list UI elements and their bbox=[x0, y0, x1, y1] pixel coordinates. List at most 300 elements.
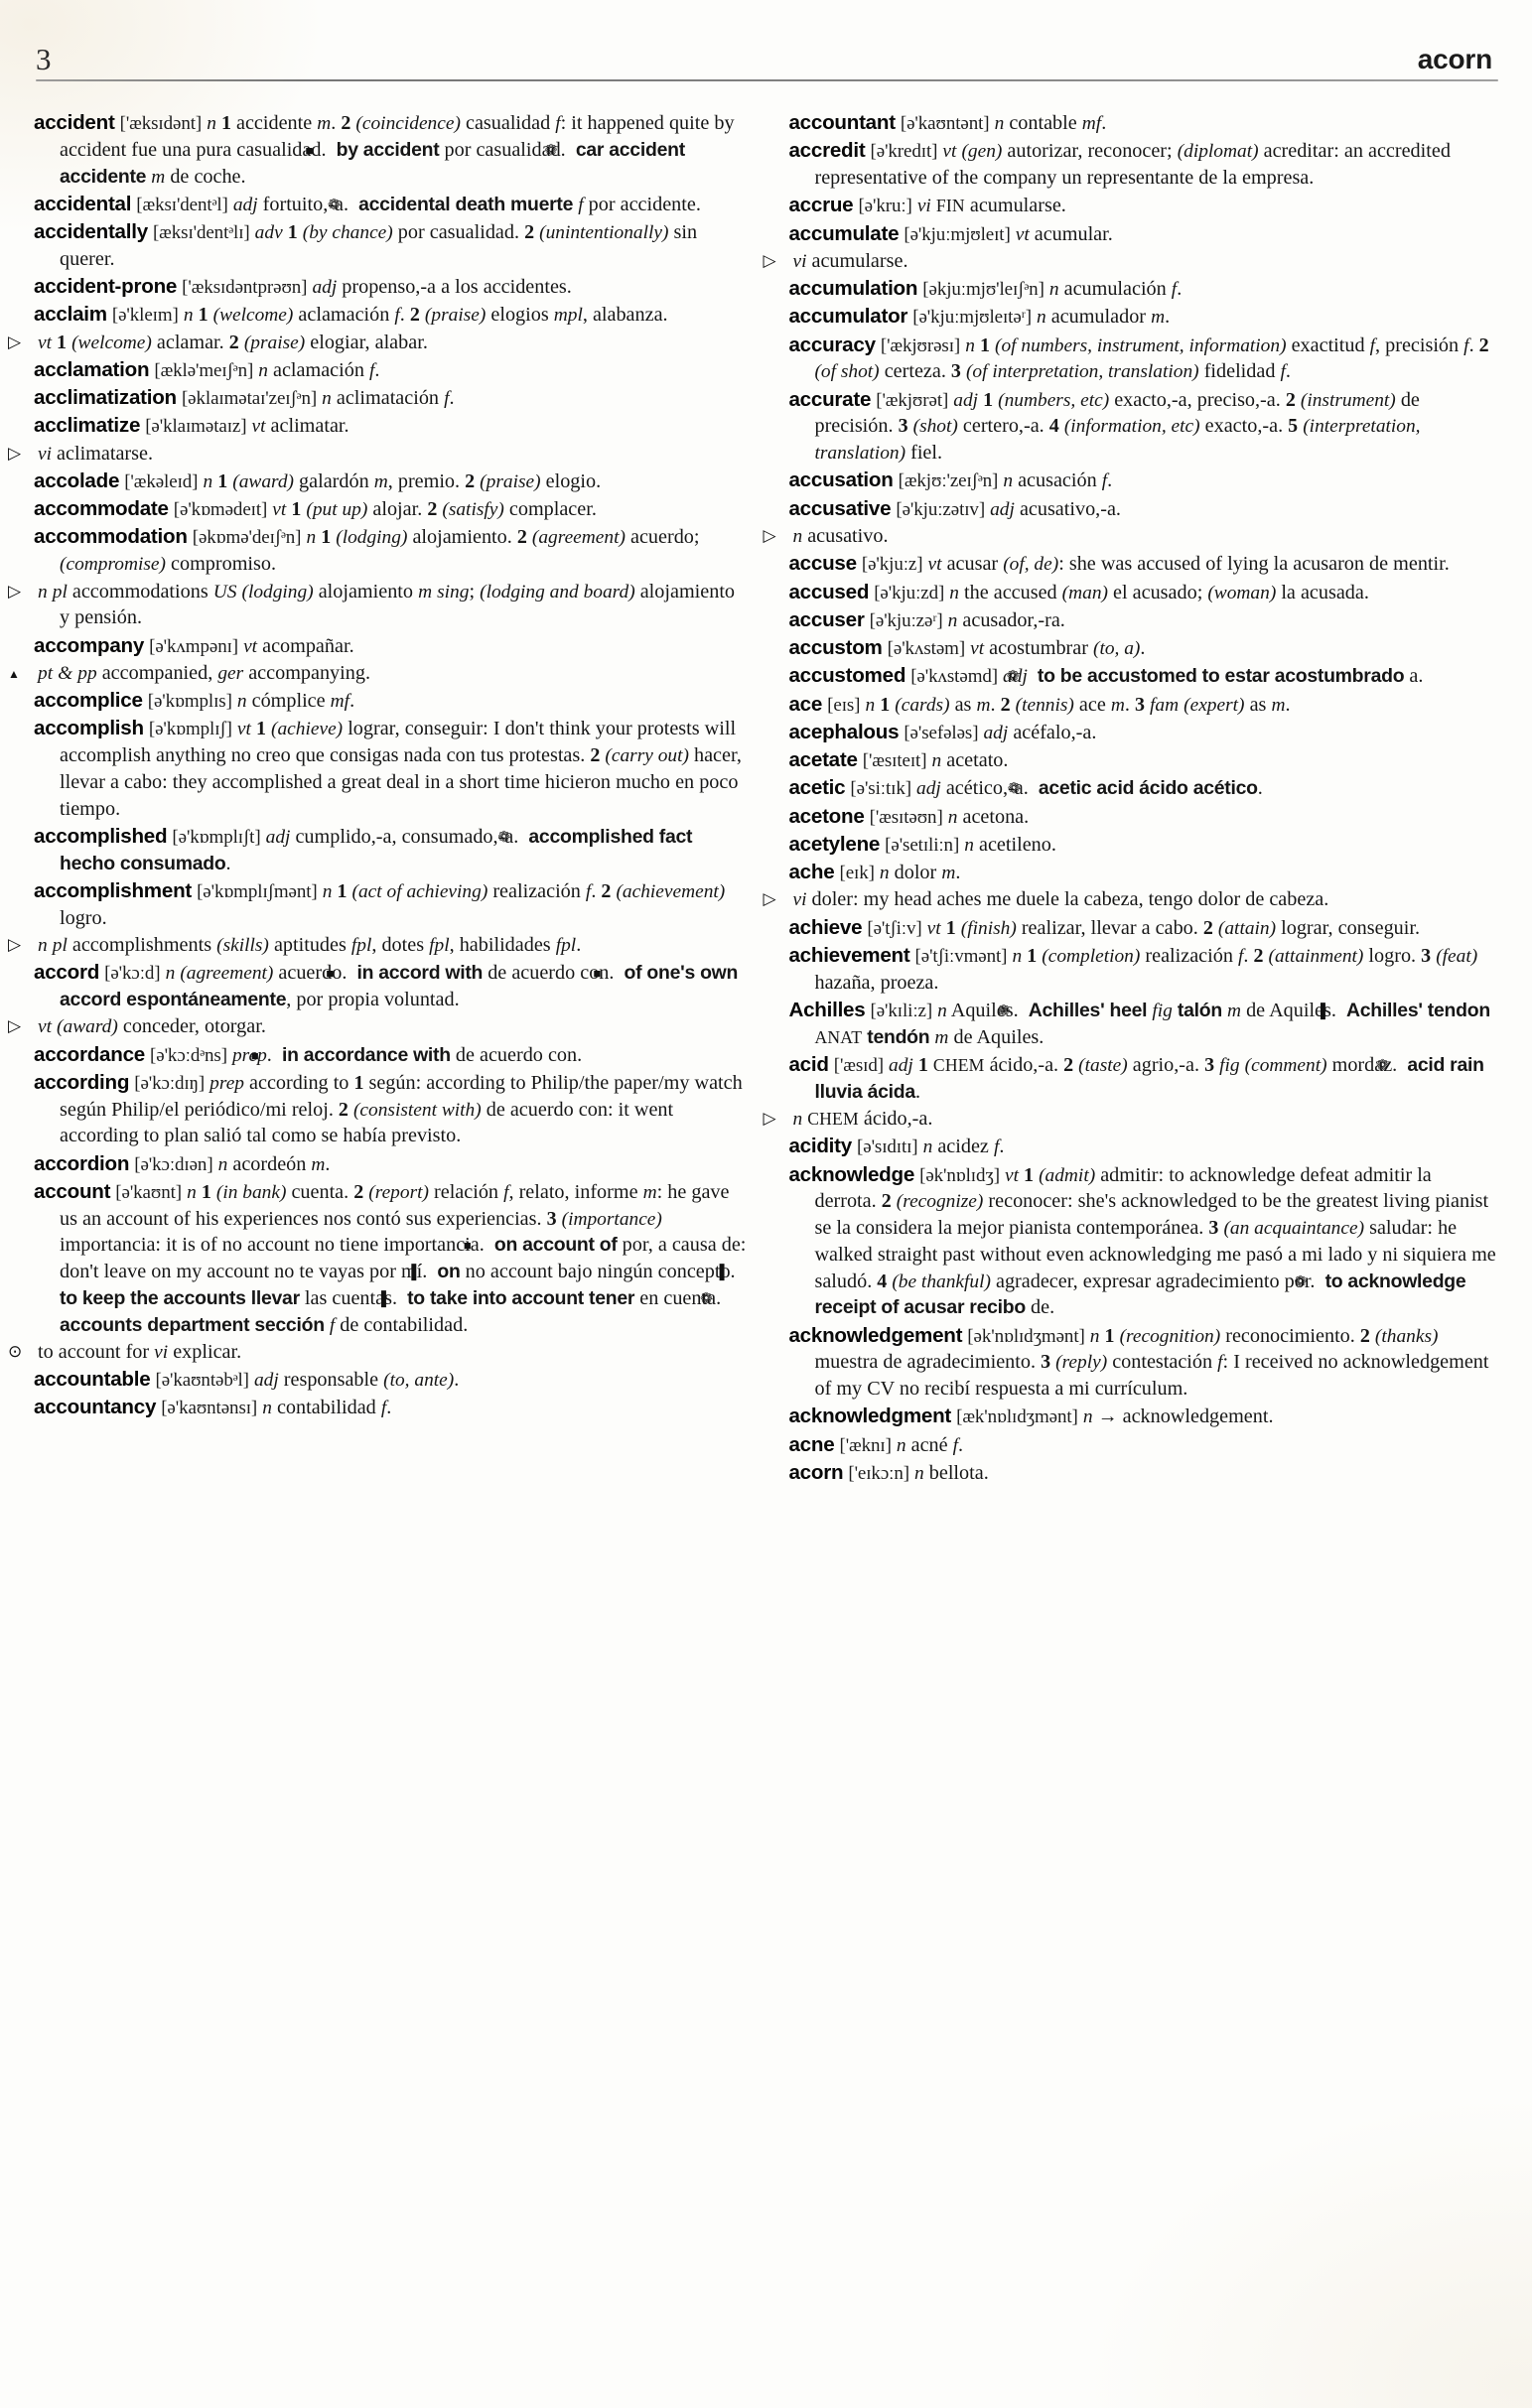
grammar-label: n bbox=[322, 880, 333, 902]
headword[interactable]: acclamation bbox=[34, 357, 150, 381]
dictionary-entry bbox=[34, 301, 747, 329]
sense-discriminator: (lodging) bbox=[336, 527, 408, 549]
punctuation: . bbox=[266, 1043, 272, 1066]
grammar-label: f bbox=[1280, 361, 1286, 383]
dictionary-entry bbox=[34, 412, 747, 440]
headword[interactable]: acne bbox=[788, 1432, 835, 1456]
punctuation: . bbox=[348, 634, 354, 657]
translation-text: un bbox=[1061, 167, 1082, 190]
dictionary-entry bbox=[788, 220, 1498, 248]
headword[interactable]: accusative bbox=[788, 496, 892, 520]
idiom-phrase: be bbox=[1059, 665, 1082, 688]
punctuation: . bbox=[609, 962, 615, 985]
sense-number: 2 bbox=[228, 331, 239, 353]
translation-text: of bbox=[931, 167, 949, 190]
translation-text: reloj bbox=[291, 1098, 329, 1121]
punctuation: , bbox=[391, 825, 397, 848]
translation-text: de bbox=[1246, 1000, 1266, 1021]
idiom-phrase: of bbox=[624, 962, 642, 985]
idiom-phrase: consumado bbox=[119, 852, 226, 874]
headword[interactable]: acetic bbox=[788, 776, 846, 800]
translation-text: informe bbox=[574, 1180, 638, 1203]
phonetic-transcription: [əkɒmə'deɪʃᵊn] bbox=[192, 527, 302, 549]
punctuation: , bbox=[564, 1180, 570, 1203]
translation-text: sus bbox=[405, 1207, 432, 1230]
grammar-label: n bbox=[937, 1001, 947, 1021]
headword[interactable]: acetone bbox=[788, 804, 865, 828]
translation-text: acumular bbox=[1034, 222, 1108, 245]
translation-text: acéfalo,-a bbox=[1013, 721, 1092, 743]
punctuation: , bbox=[1186, 388, 1192, 411]
headword[interactable]: accompany bbox=[34, 633, 145, 657]
translation-text: an bbox=[82, 1207, 102, 1230]
translation-text: past bbox=[942, 1243, 975, 1266]
entry-body bbox=[927, 917, 1420, 939]
translation-text: acusador,-ra bbox=[962, 608, 1060, 631]
sense-discriminator: (information, etc) bbox=[1063, 416, 1200, 438]
phonetic-transcription: [ə'kʌstəm] bbox=[887, 638, 966, 660]
punctuation: . bbox=[422, 331, 428, 353]
entry-body bbox=[60, 1181, 746, 1336]
phonetic-transcription: [eɪk] bbox=[839, 863, 875, 884]
idiom-phrase: accounts bbox=[60, 1313, 143, 1336]
headword[interactable]: acknowledge bbox=[788, 1162, 915, 1186]
punctuation: . bbox=[1023, 777, 1029, 800]
translation-text: even bbox=[1045, 1243, 1084, 1266]
sense-discriminator: (agreement) bbox=[180, 963, 274, 985]
running-head: acorn bbox=[1417, 44, 1492, 74]
translation-text: relato bbox=[518, 1180, 565, 1203]
punctuation: . bbox=[1124, 693, 1130, 716]
grammar-label: n bbox=[1082, 1406, 1093, 1428]
headword[interactable]: accumulate bbox=[788, 221, 900, 245]
punctuation: . bbox=[1285, 360, 1291, 383]
sense-discriminator: (welcome) bbox=[212, 305, 294, 327]
dictionary-entry bbox=[34, 687, 747, 715]
grammar-label: n bbox=[187, 1181, 197, 1203]
translation-text: saludó bbox=[814, 1270, 868, 1292]
translation-text: tiene bbox=[340, 1234, 379, 1257]
translation-text: account bbox=[207, 1261, 270, 1283]
headword[interactable]: accumulation bbox=[788, 277, 918, 301]
punctuation: . bbox=[364, 661, 370, 684]
grammar-label: f bbox=[555, 113, 561, 134]
dictionary-entry bbox=[788, 634, 1498, 662]
entry-body bbox=[916, 777, 1263, 799]
punctuation: : bbox=[155, 1234, 162, 1257]
headword[interactable]: accuracy bbox=[788, 333, 876, 356]
punctuation: . bbox=[240, 165, 246, 188]
grammar-label: fpl bbox=[350, 934, 372, 956]
headword[interactable]: accrue bbox=[788, 194, 854, 217]
translation-text: a bbox=[445, 770, 455, 793]
dictionary-entry bbox=[788, 662, 1498, 690]
entry-body bbox=[865, 694, 1290, 716]
sense-number: 3 bbox=[546, 1207, 557, 1230]
grammar-label: n bbox=[258, 359, 268, 381]
headword[interactable]: accomplice bbox=[34, 689, 143, 713]
dictionary-entry bbox=[34, 218, 747, 273]
headword[interactable]: accustom bbox=[788, 636, 883, 660]
grammar-label: n bbox=[1012, 945, 1023, 967]
translation-text: anything bbox=[156, 744, 226, 767]
translation-text: acusaron bbox=[1293, 553, 1364, 576]
entry-body bbox=[272, 498, 597, 520]
punctuation: . bbox=[1059, 608, 1065, 631]
headword[interactable]: ace bbox=[788, 692, 823, 716]
headword[interactable]: acclaim bbox=[34, 303, 107, 327]
translation-text: casualidad bbox=[236, 138, 322, 161]
headword[interactable]: accountancy bbox=[34, 1396, 157, 1419]
translation-text: agradecer bbox=[996, 1270, 1073, 1292]
sense-discriminator: (be thankful) bbox=[892, 1271, 991, 1292]
punctuation: , bbox=[286, 989, 292, 1010]
translation-text: as bbox=[1249, 693, 1267, 716]
sense-number: 1 bbox=[983, 388, 994, 411]
translation-text: doler bbox=[811, 888, 853, 911]
phonetic-transcription: ['æsɪteɪt] bbox=[862, 750, 927, 772]
phonetic-transcription: ['æknɪ] bbox=[839, 1434, 892, 1456]
headword[interactable]: accolade bbox=[34, 468, 120, 492]
punctuation: . bbox=[983, 1462, 989, 1485]
punctuation: . bbox=[391, 1286, 397, 1309]
headword[interactable]: Achilles bbox=[788, 999, 866, 1021]
headword[interactable]: ache bbox=[788, 861, 835, 884]
grammar-label: m bbox=[934, 1026, 949, 1048]
grammar-label: f bbox=[578, 194, 584, 215]
sense-discriminator: (of interpretation, translation) bbox=[965, 361, 1199, 383]
dictionary-entry bbox=[34, 356, 747, 384]
grammar-label: n bbox=[947, 609, 958, 631]
translation-text: according bbox=[426, 1071, 505, 1094]
dictionary-entry bbox=[788, 719, 1498, 746]
idiom-phrase: to bbox=[60, 1286, 77, 1309]
translation-text: con bbox=[547, 1043, 578, 1066]
translation-text: siquiera bbox=[1403, 1243, 1467, 1266]
entry-body bbox=[38, 934, 581, 956]
punctuation: . bbox=[1323, 888, 1329, 911]
sense-discriminator: (cards) bbox=[895, 694, 950, 716]
translation-text: to bbox=[1169, 1163, 1184, 1186]
headword[interactable]: accustomed bbox=[788, 664, 906, 688]
sense-discriminator: (attainment) bbox=[1268, 945, 1364, 967]
grammar-label: vt bbox=[251, 416, 266, 438]
headword[interactable]: acetylene bbox=[788, 832, 881, 856]
idiom-phrase: accidente bbox=[60, 165, 147, 188]
translation-text: aptitudes bbox=[273, 933, 347, 956]
headword[interactable]: achieve bbox=[788, 915, 863, 939]
grammar-label: f bbox=[585, 880, 592, 902]
translation-text: habilidades bbox=[459, 933, 551, 956]
sense-discriminator: (reply) bbox=[1055, 1352, 1108, 1374]
headword[interactable]: accuser bbox=[788, 607, 865, 631]
translation-text: alojar bbox=[372, 498, 418, 521]
sense-discriminator: (woman) bbox=[1207, 582, 1277, 603]
dictionary-entry bbox=[34, 823, 747, 877]
idiom-phrase: recibo bbox=[969, 1296, 1026, 1319]
headword[interactable]: acorn bbox=[788, 1461, 844, 1485]
headword[interactable]: acknowledgment bbox=[788, 1405, 952, 1428]
punctuation: . bbox=[115, 797, 121, 820]
punctuation: . bbox=[343, 193, 348, 215]
sense-number: 3 bbox=[1421, 944, 1432, 967]
translation-text: the bbox=[964, 581, 989, 603]
dictionary-entry bbox=[34, 523, 747, 578]
sense-discriminator: (welcome) bbox=[71, 332, 152, 353]
grammar-label: vi bbox=[792, 889, 807, 911]
punctuation: . bbox=[591, 498, 597, 521]
headword[interactable]: acephalous bbox=[788, 720, 900, 743]
translation-text: Aquiles bbox=[976, 1025, 1040, 1048]
grammar-label: pt bbox=[38, 662, 54, 684]
idiom-phrase: one's bbox=[646, 962, 696, 985]
translation-text: accompanying bbox=[248, 661, 365, 684]
headword[interactable]: accredit bbox=[788, 139, 866, 163]
grammar-label: & bbox=[58, 662, 73, 684]
translation-text: precisión bbox=[814, 415, 889, 438]
translation-text: me bbox=[986, 888, 1012, 911]
entry-columns bbox=[34, 109, 1498, 1487]
headword[interactable]: accurate bbox=[788, 387, 872, 411]
translation-text: de bbox=[1031, 1296, 1050, 1319]
translation-text: it bbox=[166, 1234, 178, 1257]
translation-text: como bbox=[271, 1125, 317, 1147]
punctuation: . bbox=[1192, 916, 1198, 939]
translation-text: creo bbox=[255, 744, 291, 767]
translation-text: exactitud bbox=[1291, 334, 1365, 356]
translation-text: hazaña bbox=[814, 971, 871, 994]
translation-text: y bbox=[60, 606, 70, 629]
headword[interactable]: accuse bbox=[788, 552, 857, 576]
translation-text: responsable bbox=[283, 1369, 379, 1392]
entry-body bbox=[243, 635, 354, 657]
sense-number: 1 bbox=[198, 304, 209, 327]
headword[interactable]: accommodate bbox=[34, 497, 169, 521]
translation-text: acuerdo bbox=[278, 962, 343, 985]
dictionary-subentry bbox=[34, 579, 747, 632]
translation-text: to bbox=[1241, 1190, 1258, 1213]
translation-text: to bbox=[38, 1340, 54, 1363]
translation-text: casualidad bbox=[465, 112, 551, 134]
idiom-phrase: keep bbox=[81, 1286, 126, 1309]
sense-number: 2 bbox=[1000, 693, 1011, 716]
dictionary-entry bbox=[788, 691, 1498, 719]
translation-text: mejor bbox=[957, 1217, 1005, 1240]
translation-text: conceder bbox=[122, 1015, 195, 1038]
idiom-phrase: tendón bbox=[867, 1025, 930, 1048]
dictionary-subentry bbox=[34, 660, 747, 687]
headword[interactable]: accident-prone bbox=[34, 275, 178, 299]
translation-text: acuerdo bbox=[480, 1043, 543, 1066]
entry-body bbox=[232, 1044, 582, 1066]
translation-text: no bbox=[230, 744, 251, 767]
headword[interactable]: acid bbox=[788, 1053, 829, 1077]
translation-text: according bbox=[60, 1125, 139, 1147]
grammar-label: sing bbox=[437, 581, 470, 602]
translation-text: no bbox=[314, 1234, 335, 1257]
dictionary-entry bbox=[788, 467, 1498, 494]
idiom-phrase: acknowledge bbox=[1347, 1270, 1466, 1292]
sense-discriminator: (recognition) bbox=[1119, 1325, 1221, 1347]
punctuation: ; bbox=[693, 526, 700, 549]
headword[interactable]: accusation bbox=[788, 468, 894, 492]
punctuation: . bbox=[990, 693, 996, 716]
headword[interactable]: acclimatization bbox=[34, 386, 177, 410]
punctuation: . bbox=[1115, 497, 1121, 520]
phonetic-transcription: ['ækjʊrət] bbox=[876, 389, 949, 411]
entry-body bbox=[1083, 1405, 1274, 1427]
headword[interactable]: acclimatize bbox=[34, 414, 141, 438]
idiom-phrase: estar bbox=[1224, 665, 1270, 688]
translation-text: reconocer bbox=[988, 1190, 1067, 1213]
headword[interactable]: accordion bbox=[34, 1151, 130, 1175]
translation-text: cabo bbox=[1155, 916, 1193, 939]
headword[interactable]: accident bbox=[34, 111, 115, 134]
grammar-label: f bbox=[444, 388, 450, 410]
headword[interactable]: accidentally bbox=[34, 220, 148, 244]
punctuation: . bbox=[955, 862, 961, 884]
translation-text: considera bbox=[855, 1217, 933, 1240]
dictionary-entry bbox=[34, 959, 747, 1013]
idiom-phrase: talón bbox=[1177, 1000, 1222, 1021]
translation-text: alojamiento bbox=[639, 580, 736, 602]
sense-discriminator: (coincidence) bbox=[355, 113, 461, 134]
sense-number: 2 bbox=[881, 1190, 892, 1213]
headword[interactable]: acetate bbox=[788, 748, 858, 772]
dictionary-subentry bbox=[34, 1013, 747, 1040]
grammar-label: adj bbox=[983, 722, 1009, 743]
punctuation: . bbox=[109, 247, 115, 270]
idiom-phrase: account bbox=[522, 1234, 595, 1257]
translation-text: por bbox=[296, 989, 324, 1010]
translation-text: accomplish bbox=[60, 744, 151, 767]
grammar-label: f bbox=[1101, 470, 1108, 492]
entry-body bbox=[949, 582, 1369, 603]
idiom-phrase: rain bbox=[1450, 1054, 1484, 1077]
headword[interactable]: accountable bbox=[34, 1368, 151, 1392]
punctuation: . bbox=[1030, 1351, 1037, 1374]
headword[interactable]: achievement bbox=[788, 943, 910, 967]
headword[interactable]: acidity bbox=[788, 1135, 852, 1158]
grammar-label: vt bbox=[38, 332, 52, 353]
translation-text: nos bbox=[323, 1207, 351, 1230]
translation-text: greatest bbox=[1316, 1190, 1379, 1213]
translation-text: us bbox=[60, 1207, 77, 1230]
headword[interactable]: account bbox=[34, 1179, 111, 1203]
translation-text: me bbox=[1471, 1243, 1496, 1266]
translation-text: por bbox=[397, 221, 425, 244]
translation-text: account bbox=[489, 1261, 553, 1283]
entry-body bbox=[38, 443, 153, 465]
headword[interactable]: accomplished bbox=[34, 824, 168, 848]
entry-body bbox=[995, 112, 1107, 134]
dictionary-entry bbox=[788, 550, 1498, 578]
phonetic-transcription: [əklaɪmətaɪ'zeɪʃᵊn] bbox=[181, 388, 318, 410]
translation-text: con bbox=[580, 962, 610, 985]
idiom-phrase: accord bbox=[60, 989, 122, 1010]
punctuation: . bbox=[136, 606, 142, 629]
translation-text: paper/my bbox=[614, 1071, 690, 1094]
translation-text: protests bbox=[636, 718, 700, 740]
translation-text: happened bbox=[587, 112, 664, 134]
translation-text: lograr bbox=[348, 718, 395, 740]
translation-text: my bbox=[836, 1378, 863, 1401]
translation-text: poco bbox=[699, 770, 739, 793]
translation-text: acuerdo bbox=[509, 1098, 574, 1121]
translation-text: contestación bbox=[1112, 1351, 1213, 1374]
headword[interactable]: according bbox=[34, 1070, 130, 1094]
translation-text: aclimatarse bbox=[57, 442, 148, 465]
punctuation: . bbox=[1107, 222, 1113, 245]
punctuation: . bbox=[1039, 1025, 1045, 1048]
headword[interactable]: accidental bbox=[34, 192, 132, 215]
headword[interactable]: accumulator bbox=[788, 305, 908, 329]
translation-text: accidente bbox=[620, 193, 696, 215]
translation-text: te bbox=[299, 1261, 314, 1283]
idiom-phrase: of bbox=[881, 1296, 900, 1319]
punctuation: . bbox=[455, 469, 461, 492]
translation-text: account bbox=[246, 1234, 310, 1257]
headword[interactable]: accomplish bbox=[34, 717, 144, 740]
headword[interactable]: accomplishment bbox=[34, 878, 193, 902]
translation-text: acknowledgement bbox=[1122, 1405, 1269, 1428]
translation-text: it bbox=[571, 112, 583, 134]
sense-discriminator: (man) bbox=[1061, 582, 1108, 603]
dictionary-entry bbox=[34, 1366, 747, 1394]
dictionary-subentry bbox=[788, 1106, 1498, 1133]
translation-text: consigas bbox=[329, 744, 399, 767]
idiom-phrase: acid bbox=[1407, 1054, 1446, 1077]
translation-text: precisión bbox=[1385, 334, 1460, 356]
punctuation: , bbox=[449, 933, 455, 956]
sense-number: 2 bbox=[590, 744, 601, 767]
translation-text: según bbox=[368, 1071, 416, 1094]
grammar-label: n bbox=[207, 113, 216, 134]
sense-number: 2 bbox=[341, 112, 351, 134]
entry-body bbox=[792, 525, 888, 547]
phonetic-transcription: [ə'kɒmplɪʃ] bbox=[148, 719, 232, 740]
idiom-phrase: into bbox=[472, 1286, 507, 1309]
translation-text: en bbox=[639, 1286, 659, 1309]
headword[interactable]: accordance bbox=[34, 1042, 145, 1066]
translation-text: they bbox=[172, 770, 208, 793]
translation-text: accidente bbox=[236, 112, 313, 134]
translation-text: currículum bbox=[1094, 1378, 1184, 1401]
field-label: ANAT bbox=[814, 1026, 863, 1047]
translation-text: ni bbox=[1382, 1243, 1399, 1266]
phonetic-transcription: [ə'sefələs] bbox=[904, 722, 979, 743]
sense-discriminator: (of, de) bbox=[1003, 554, 1059, 576]
idiom-phrase: accustomed bbox=[1086, 665, 1197, 688]
punctuation: . bbox=[536, 1207, 542, 1230]
headword[interactable]: acknowledgement bbox=[788, 1323, 963, 1347]
dictionary-entry bbox=[788, 1459, 1498, 1487]
grammar-label: f bbox=[329, 1314, 336, 1336]
page-number: 3 bbox=[36, 42, 52, 76]
headword[interactable]: accommodation bbox=[34, 525, 188, 549]
sense-number: 4 bbox=[1048, 415, 1059, 438]
phonetic-transcription: [ə'kjuːzətɪv] bbox=[896, 498, 986, 520]
translation-text: importancia bbox=[60, 1234, 156, 1257]
translation-text: bajo bbox=[557, 1261, 593, 1283]
headword[interactable]: accountant bbox=[788, 111, 896, 134]
headword[interactable]: accord bbox=[34, 961, 100, 985]
headword[interactable]: accused bbox=[788, 580, 870, 603]
translation-text: no bbox=[221, 1234, 242, 1257]
punctuation: . bbox=[580, 744, 586, 767]
translation-text: acompañar bbox=[262, 634, 349, 657]
phonetic-transcription: [ə'kjuːmjʊleɪt] bbox=[904, 223, 1011, 245]
